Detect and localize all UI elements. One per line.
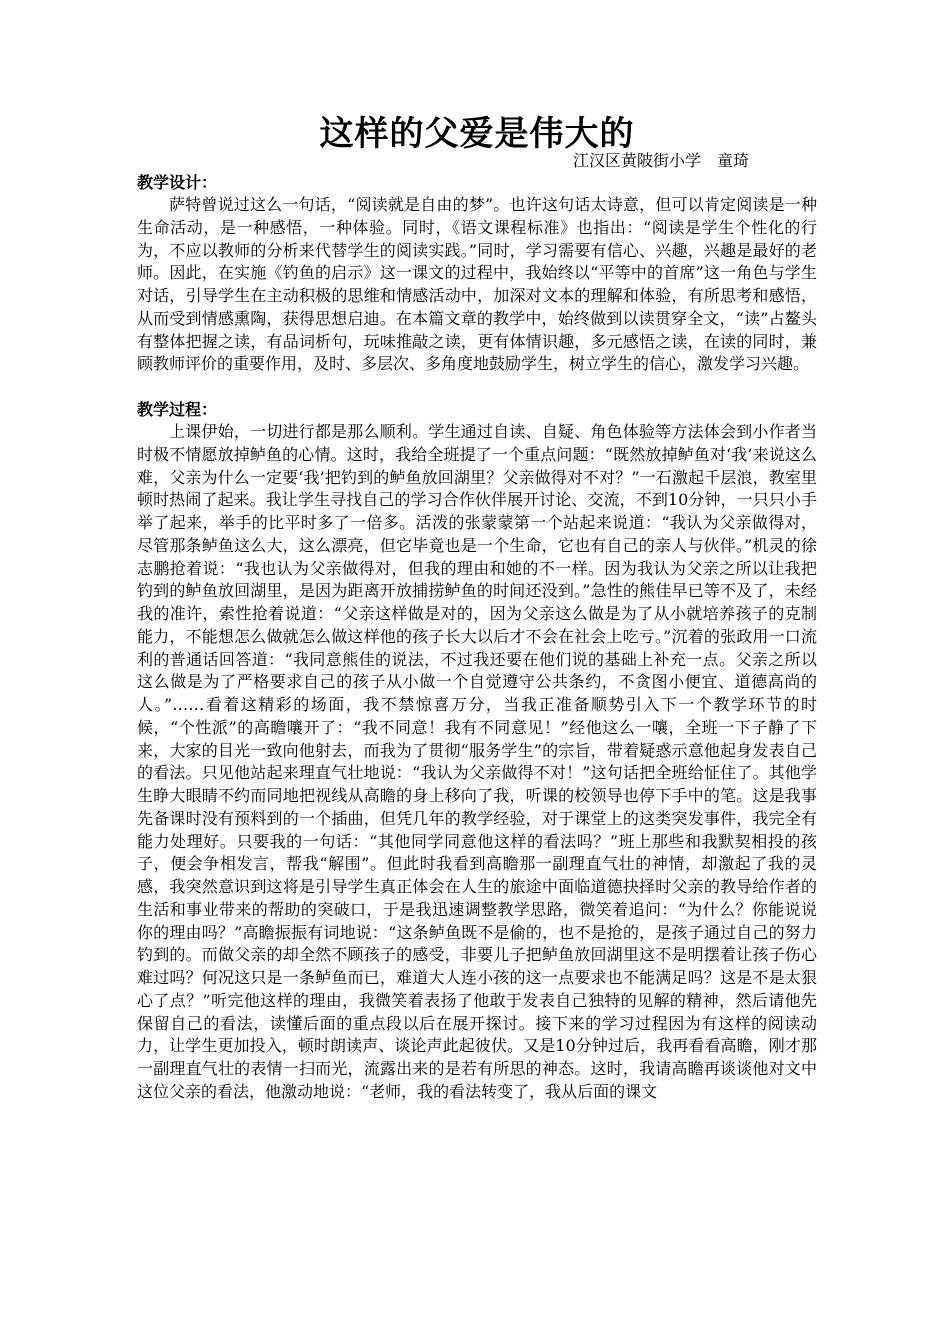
- section-spacer: [137, 376, 817, 399]
- section-paragraph: 上课伊始，一切进行都是那么顺利。学生通过自读、自疑、角色体验等方法体会到小作者当时极不情愿放掉鲈鱼的心情。这时，我给全班提了一个重点问题：“既然放掉鲈鱼对‘我’来说这么难，父亲为什么一定要‘我’把钓到的鲈鱼放回湖里？父亲做得对不对？”一石激起千层浪，教室里顿时热闹了起来。我让学生寻找自己的学习合作伙伴展开讨论、交流，不到10分钟，一只只小手举了起来，举手的比平时多了一倍多。活泼的张蒙蒙第一个站起来说道：“我认为父亲做得对，尽管那条鲈鱼这么大，这么漂亮，但它毕竟也是一个生命，它也有自己的亲人与伙伴。”机灵的徐志鹏抢着说：“我也认为父亲做得对，但我的理由和她的不一样。因为我认为父亲之所以让我把钓到的鲈鱼放回湖里，是因为距离开放捕捞鲈鱼的时间还没到。”急性的熊佳早已等不及了，未经我的准许，索性抢着说道：“父亲这样做是对的，因为父亲这么做是为了从小就培养孩子的克制能力，不能想怎么做就怎么做这样他的孩子长大以后才不会在社会上吃亏。”沉着的张政用一口流利的普通话回答道：“我同意熊佳的说法，不过我还要在他们说的基础上补充一点。父亲之所以这么做是为了严格要求自己的孩子从小做一个自觉遵守公共条约，不贪图小便宜、道德高尚的人。”……看着这精彩的场面，我不禁惊喜万分，当我正准备顺势引入下一个教学环节的时候，“个性派”的高瞻嚷开了：“我不同意！我有不同意见！”经他这么一嚷，全班一下子静了下来，大家的目光一致向他射去，而我为了贯彻“服务学生”的宗旨，带着疑惑示意他起身发表自己的看法。只见他站起来理直气壮地说：“我认为父亲做得不对！”这句话把全班给怔住了。其他学生睁大眼睛不约而同地把视线从高瞻的身上移向了我，听课的校领导也停下手中的笔。这是我事先备课时没有预料到的一个插曲，但凭几年的教学经验，对于课堂上的这类突发事件，我完全有能力处理好。只要我的一句话：“其他同学同意他这样的看法吗？”班上那些和我默契相投的孩子，便会争相发言，帮我“解围”。但此时我看到高瞻那一副理直气壮的神情，却激起了我的灵感，我突然意识到这将是引导学生真正体会在人生的旅途中面临道德抉择时父亲的教导给作者的生活和事业带来的帮助的突破口，于是我迅速调整教学思路，微笑着追问：“为什么？你能说说你的理由吗？”高瞻振振有词地说：“这条鲈鱼既不是偷的，也不是抢的，是孩子通过自己的努力钓到的。而做父亲的却全然不顾孩子的感受，非要儿子把鲈鱼放回湖里这不是明摆着让孩子伤心难过吗？何况这只是一条鲈鱼而已，难道大人连小孩的这一点要求也不能满足吗？这是不是太狠心了点？”听完他这样的理由，我微笑着表扬了他敢于发表自己独特的见解的精神，然后请他先保留自己的看法，读懂后面的重点段以后在展开探讨。接下来的学习过程因为有这样的阅读动力，让学生更加投入，顿时朗读声、谈论声此起彼伏。又是10分钟过后，我再看看高瞻，刚才那一副理直气壮的表情一扫而光，流露出来的是若有所思的神态。这时，我请高瞻再谈谈他对文中这位父亲的看法，他激动地说：“老师，我的看法转变了，我从后面的课文: [137, 422, 817, 1101]
- section-teaching-process: [137, 399, 817, 1104]
- document-title: 这样的父爱是伟大的: [319, 114, 635, 154]
- document-page: [137, 112, 817, 1104]
- section-teaching-design: [137, 172, 817, 376]
- section-paragraph: 萨特曾说过这么一句话，“阅读就是自由的梦”。也许这句话太诗意，但可以肯定阅读是一种生命活动，是一种感悟，一种体验。同时，《语文课程标准》也指出：“阅读是学生个性化的行为，不应以教师的分析来代替学生的阅读实践。”同时，学习需要有信心、兴趣，兴趣是最好的老师。因此，在实施《钓鱼的启示》这一课文的过程中，我始终以“平等中的首席”这一角色与学生对话，引导学生在主动积极的思维和情感活动中，加深对文本的理解和体验，有所思考和感悟，从而受到情感熏陶，获得思想启迪。在本篇文章的教学中，始终做到以读贯穿全文，“读”占鳌头有整体把握之读，有品词析句，玩味推敲之读，更有体情识趣，多元感悟之读，在读的同时，兼顾教师评价的重要作用，及时、多层次、多角度地鼓励学生，树立学生的信心，激发学习兴趣。: [137, 195, 817, 374]
- document-author: 江汉区黄陂街小学 童琦: [572, 151, 749, 170]
- section-heading: 教学设计：: [137, 173, 218, 192]
- section-heading: 教学过程：: [137, 400, 218, 419]
